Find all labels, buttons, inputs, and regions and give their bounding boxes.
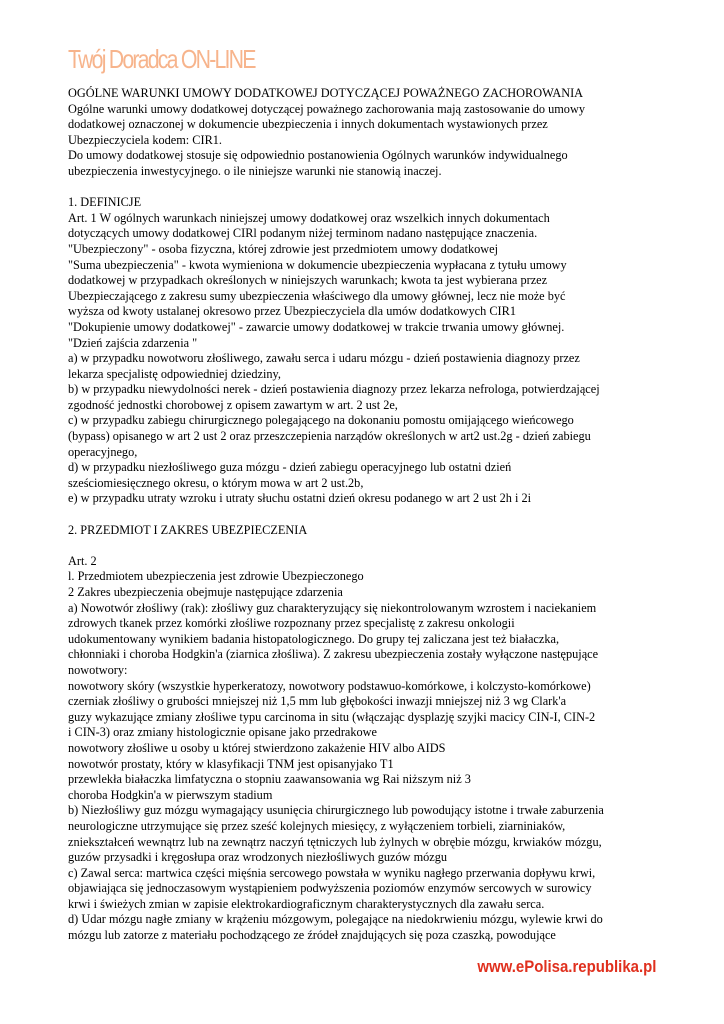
text-line: dotyczących umowy dodatkowej CIRl podanym niżej terminom nadano następujące znaczenia. [68, 226, 538, 241]
text-line: mózgu lub zatorze z materiału pochodzącego ze źródeł znajdujących się poza czaszką, powodujące [68, 928, 556, 943]
text-line: nowotwór prostaty, który w klasyfikacji TNM jest opisanyjako T1 [68, 756, 394, 771]
text-line: "Dokupienie umowy dodatkowej" - zawarcie umowy dodatkowej w trakcie trwania umowy głównej. [68, 319, 565, 334]
text-line: choroba Hodgkin'a w pierwszym stadium [68, 787, 273, 802]
text-line: l. Przedmiotem ubezpieczenia jest zdrowie Ubezpieczonego [68, 569, 364, 584]
text-line: Art. 1 W ogólnych warunkach niniejszej umowy dodatkowej oraz wszelkich innych dokumentach [68, 210, 550, 225]
text-line: (bypass) opisanego w art 2 ust 2 oraz przeszczepienia narządów określonych w art2 ust.2g - dzień zabiegu [68, 429, 591, 444]
text-line: c) Zawal serca: martwica części mięśnia sercowego powstała w wyniku nagłego przerwania dopływu krwi, [68, 865, 596, 880]
blank-line [68, 507, 660, 523]
blank-line [68, 538, 660, 554]
text-line: b) Niezłośliwy guz mózgu wymagający usunięcia chirurgicznego lub powodujący istotne i trwałe zaburzenia [68, 803, 604, 818]
text-line: zdrowych tkanek przez komórki złośliwe rozpoznany przez specjalistę z zakresu onkologii [68, 616, 515, 631]
blank-line [68, 180, 660, 196]
text-line: lekarza specjalistę odpowiedniej dziedziny, [68, 366, 281, 381]
footer-url: www.ePolisa.republika.pl [476, 957, 656, 976]
text-line: sześciomiesięcznego okresu, o którym mowa w art 2 ust.2b, [68, 475, 364, 490]
text-line: a) w przypadku nowotworu złośliwego, zawału serca i udaru mózgu - dzień postawienia diagnozy przez [68, 351, 580, 366]
text-line: guzów przysadki i kręgosłupa oraz wrodzonych niezłośliwych guzów mózgu [68, 850, 448, 865]
text-line: 2 Zakres ubezpieczenia obejmuje następujące zdarzenia [68, 585, 343, 599]
text-line: "Ubezpieczony" - osoba fizyczna, której zdrowie jest przedmiotem umowy dodatkowej [68, 241, 499, 256]
text-line: dodatkowej w przypadkach określonych w niniejszych warunkach; kwota ta jest wybierana przez [68, 273, 548, 288]
text-line: d) Udar mózgu nagłe zmiany w krążeniu mózgowym, polegające na niedokrwieniu mózgu, wylewie krwi do [68, 912, 603, 927]
text-line: guzy wykazujące zmiany złośliwe typu carcinoma in situ (włączając dysplazję szyjki macicy CIN-I, CIN-2 [68, 709, 596, 724]
text-line: i CIN-3) oraz zmiany histologicznie opisane jako przedrakowe [68, 725, 378, 740]
text-line: neurologiczne utrzymujące się przez sześć kolejnych miesięcy, z wyłączeniem torbieli, ziarniniaków, [68, 818, 566, 833]
text-line: Ubezpieczyciela kodem: CIR1. [68, 132, 222, 147]
text-line: chłonniaki i choroba Hodgkin'a (ziarnica złośliwa). Z zakresu ubezpieczenia zostały wyłączone następujące [68, 647, 599, 662]
text-line: b) w przypadku niewydolności nerek - dzień postawienia diagnozy przez lekarza nefrologa, potwierdzającej [68, 382, 600, 397]
text-line: dodatkowej oznaczonej w dokumencie ubezpieczenia i innych dokumentach wystawionych przez [68, 117, 548, 132]
brand-logo-top: Twój Doradca ON-LINE [68, 44, 255, 74]
text-line: 2. PRZEDMIOT I ZAKRES UBEZPIECZENIA [68, 522, 308, 537]
text-line: przewlekła białaczka limfatyczna o stopniu zaawansowania wg Rai niższym niż 3 [68, 772, 471, 787]
text-line: czerniak złośliwy o grubości mniejszej niż 1,5 mm lub głębokości inwazji mniejszej niż 3 wg Clark'a [68, 694, 567, 709]
text-line: 1. DEFINICJE [68, 195, 142, 210]
text-line: zgodność jednostki chorobowej z opisem zawartym w art. 2 ust 2e, [68, 397, 398, 412]
text-line: Art. 2 [68, 553, 97, 568]
text-line: krwi i świeżych zmian w zapisie elektrokardiograficznym charakterystycznych dla zawału serca. [68, 896, 545, 911]
text-line: c) w przypadku zabiegu chirurgicznego polegającego na dokonaniu pomostu omijającego wieńcowego [68, 413, 574, 428]
text-line: Ogólne warunki umowy dodatkowej dotyczącej poważnego zachorowania mają zastosowanie do umowy [68, 101, 585, 116]
text-line: "Suma ubezpieczenia" - kwota wymieniona w dokumencie ubezpieczenia wypłacana z tytułu umowy [68, 257, 567, 272]
text-line: ubezpieczenia inwestycyjnego. o ile niniejsze warunki nie stanowią inaczej. [68, 163, 442, 178]
text-line: operacyjnego, [68, 444, 138, 459]
text-line: zniekształceń wewnątrz lub na zewnątrz naczyń tętniczych lub żylnych w obrębie mózgu, krwiaków mózgu, [68, 834, 602, 849]
text-line: nowotwory skóry (wszystkie hyperkeratozy, nowotwory podstawuo-komórkowe, i kolczysto-komórkowe) [68, 678, 591, 693]
text-line: nowotwory: [68, 662, 128, 677]
text-line: OGÓLNE WARUNKI UMOWY DODATKOWEJ DOTYCZĄCEJ POWAŻNEGO ZACHOROWANIA [68, 86, 584, 100]
text-line: d) w przypadku niezłośliwego guza mózgu - dzień zabiegu operacyjnego lub ostatni dzień [68, 460, 512, 475]
text-line: "Dzień zajścia zdarzenia " [68, 335, 198, 350]
text-line: Ubezpieczającego z zakresu sumy ubezpieczenia właściwego dla umowy głównej, lecz nie może być [68, 288, 566, 303]
text-line: e) w przypadku utraty wzroku i utraty słuchu ostatni dzień okresu podanego w art 2 ust 2h i 2i [68, 491, 532, 506]
text-line: objawiająca się jednoczasowym wystąpieniem podwyższenia poziomów enzymów sercowych w surowicy [68, 881, 592, 896]
text-line: Do umowy dodatkowej stosuje się odpowiednio postanowienia Ogólnych warunków indywidualnego [68, 148, 568, 163]
text-line: nowotwory złośliwe u osoby u której stwierdzono zakażenie HIV albo AIDS [68, 740, 446, 755]
text-line: a) Nowotwór złośliwy (rak): złośliwy guz charakteryzujący się niekontrolowanym wzrostem i naciekaniem [68, 600, 597, 615]
document-body [68, 86, 660, 944]
text-line: udokumentowany wynikiem badania histopatologicznego. Do grupy tej zaliczana jest też białaczka, [68, 631, 560, 646]
text-line: wyższa od kwoty ustalanej okresowo przez Ubezpieczyciela dla umów dodatkowych CIR1 [68, 304, 517, 319]
